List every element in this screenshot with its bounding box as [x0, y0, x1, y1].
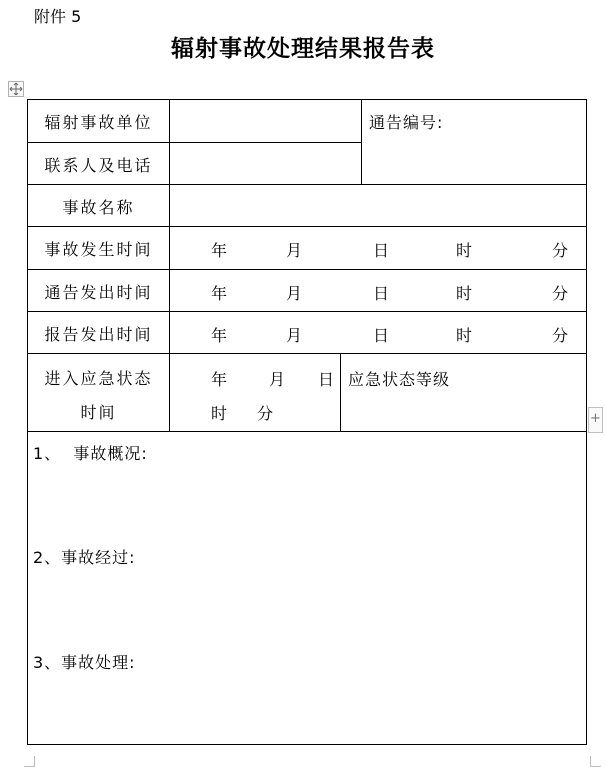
- minute-unit: 分: [552, 326, 569, 345]
- day-unit: 日: [373, 326, 390, 345]
- emergency-time-label-line1: 进入应急状态: [44, 369, 153, 388]
- accident-unit-field[interactable]: [170, 100, 361, 142]
- day-unit: 日: [318, 370, 335, 389]
- table-line: [340, 353, 341, 432]
- minute-unit: 分: [257, 404, 274, 423]
- emergency-level-label: 应急状态等级: [348, 370, 451, 389]
- table-line: [27, 353, 587, 354]
- section-overview: 1、 事故概况:: [33, 444, 148, 463]
- month-unit: 月: [269, 370, 286, 389]
- month-unit: 月: [286, 326, 303, 345]
- contact-phone-field[interactable]: [170, 143, 361, 184]
- minute-unit: 分: [552, 241, 569, 260]
- table-line: [27, 269, 587, 270]
- accident-name-field[interactable]: [170, 185, 586, 226]
- attachment-label: 附件 5: [34, 7, 82, 26]
- year-unit: 年: [211, 370, 228, 389]
- table-line: [586, 99, 587, 745]
- hour-unit: 时: [456, 241, 473, 260]
- accident-name-label: 事故名称: [62, 198, 135, 217]
- minute-unit: 分: [552, 284, 569, 303]
- hour-unit: 时: [456, 284, 473, 303]
- accident-unit-label: 辐射事故单位: [44, 113, 153, 132]
- year-unit: 年: [211, 241, 228, 260]
- day-unit: 日: [373, 241, 390, 260]
- year-unit: 年: [211, 284, 228, 303]
- table-line: [361, 99, 362, 185]
- notice-number-label: 通告编号:: [369, 113, 444, 132]
- hour-unit: 时: [456, 326, 473, 345]
- occurrence-time-label: 事故发生时间: [44, 240, 153, 259]
- report-time-label: 报告发出时间: [44, 325, 153, 344]
- page-title: 辐射事故处理结果报告表: [171, 36, 435, 62]
- emergency-time-label-line2: 时间: [80, 403, 117, 422]
- page-corner-mark: [24, 756, 35, 767]
- contact-phone-label: 联系人及电话: [44, 156, 153, 175]
- add-column-button[interactable]: +: [588, 407, 603, 433]
- month-unit: 月: [286, 241, 303, 260]
- hour-unit: 时: [211, 404, 228, 423]
- page-corner-mark: [590, 756, 601, 767]
- table-line: [27, 311, 587, 312]
- section-process: 2、事故经过:: [33, 548, 136, 567]
- table-line: [27, 226, 587, 227]
- section-handling: 3、事故处理:: [33, 653, 136, 672]
- table-line: [27, 431, 587, 432]
- month-unit: 月: [286, 284, 303, 303]
- notice-time-label: 通告发出时间: [44, 283, 153, 302]
- table-line: [27, 744, 587, 745]
- year-unit: 年: [211, 326, 228, 345]
- day-unit: 日: [373, 284, 390, 303]
